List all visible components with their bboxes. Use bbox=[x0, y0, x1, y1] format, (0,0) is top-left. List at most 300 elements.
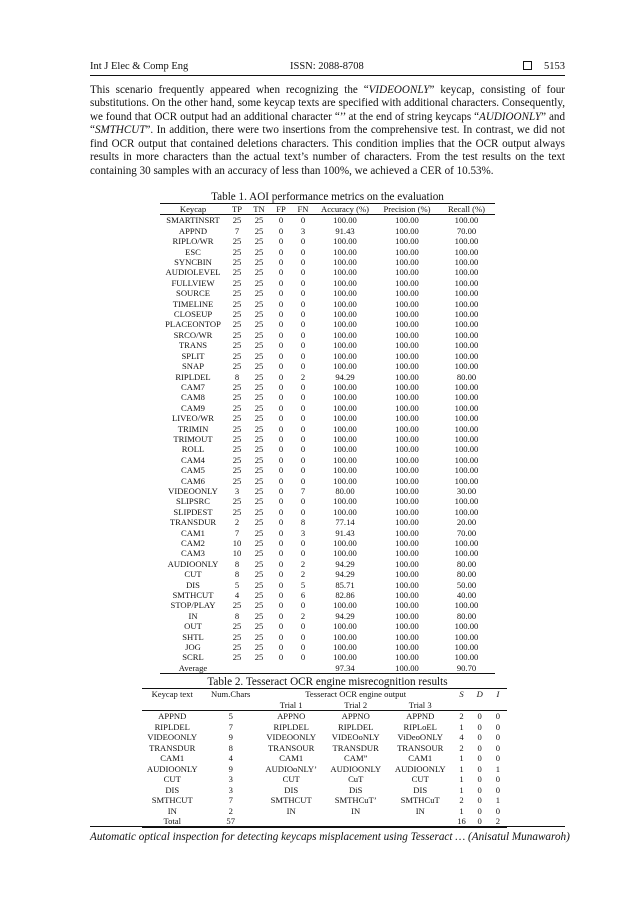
table1-cell: 25 bbox=[254, 413, 264, 424]
table1-cell: 100.00 bbox=[395, 558, 419, 569]
table2-cell: 0 bbox=[477, 795, 482, 805]
table1-row bbox=[160, 361, 495, 371]
table1-cell: 4 bbox=[234, 590, 240, 601]
table1-cell: 25 bbox=[254, 340, 264, 351]
table1-cell: 0 bbox=[300, 350, 306, 361]
table2-cell: RIPLoEL bbox=[403, 721, 437, 732]
table1-cell: 25 bbox=[254, 600, 264, 611]
table1-cell: 100.00 bbox=[395, 454, 419, 465]
table1-cell: 100.00 bbox=[395, 496, 419, 507]
table1-cell: 25 bbox=[232, 381, 242, 392]
table1-cell: 0 bbox=[300, 257, 306, 268]
paragraph-text-3: ” and “ bbox=[90, 110, 566, 137]
table1-cell: SCRL bbox=[182, 652, 204, 663]
table2-cell: APPNO bbox=[341, 711, 370, 721]
table1-cell: 100.00 bbox=[395, 392, 419, 403]
table1-cell: 25 bbox=[232, 652, 242, 663]
table1-cell: 0 bbox=[300, 361, 306, 372]
table1-cell: 100.00 bbox=[395, 423, 419, 434]
table2-header-d: D bbox=[471, 689, 489, 700]
table1-header-cell: FN bbox=[292, 204, 314, 215]
table1-cell: 3 bbox=[300, 527, 306, 538]
table1-header-cell: TN bbox=[248, 204, 270, 215]
table2-cell: 8 bbox=[228, 742, 233, 753]
table1-cell: 0 bbox=[278, 485, 284, 496]
table2-cell: 0 bbox=[495, 742, 501, 753]
table2-row bbox=[142, 753, 507, 764]
table1-cell: 80.00 bbox=[456, 558, 477, 569]
table2-cell: IN bbox=[286, 805, 296, 816]
body-paragraph bbox=[90, 84, 565, 178]
table2-cell: 1 bbox=[495, 795, 501, 805]
table1-cell: 100.00 bbox=[333, 277, 357, 288]
table1-cell: 25 bbox=[232, 423, 242, 434]
table1-cell: 100.00 bbox=[395, 527, 419, 538]
table1-cell: 100.00 bbox=[333, 631, 357, 642]
table1-row bbox=[160, 476, 495, 486]
table1-cell: 8 bbox=[234, 610, 240, 621]
table2-cell: TRANSDUR bbox=[149, 742, 196, 753]
table1-cell: 100.00 bbox=[395, 361, 419, 372]
table1-row bbox=[160, 392, 495, 402]
table1-cell: 25 bbox=[254, 610, 264, 621]
table1-cell: 100.00 bbox=[333, 465, 357, 476]
table2-cell: 0 bbox=[477, 742, 482, 753]
table1-header-cell: Keycap bbox=[160, 204, 226, 215]
table1-header-row bbox=[160, 204, 495, 215]
table1-cell: LIVEO/WR bbox=[171, 413, 214, 424]
table1-cell: APPND bbox=[178, 225, 208, 236]
table1-row bbox=[160, 424, 495, 434]
table1-cell: 100.00 bbox=[454, 277, 479, 288]
table1-cell: 25 bbox=[232, 277, 242, 288]
table1-row bbox=[160, 642, 495, 652]
table1-cell: 0 bbox=[300, 642, 306, 653]
table1-cell: 0 bbox=[300, 423, 306, 434]
keycap-smthcut: SMTHCUT bbox=[94, 124, 146, 137]
table1-row bbox=[160, 278, 495, 288]
table1-cell: 100.00 bbox=[395, 548, 419, 559]
table1-row bbox=[160, 330, 495, 340]
table1-header-cell: Accuracy (%) bbox=[314, 204, 376, 215]
table1-cell: 8 bbox=[300, 517, 306, 528]
table1-cell: 77.14 bbox=[335, 517, 355, 528]
table1-cell: 100.00 bbox=[454, 350, 479, 361]
table1-cell: 100.00 bbox=[333, 475, 357, 486]
table1-cell: 0 bbox=[278, 361, 284, 372]
table1-cell: 100.00 bbox=[333, 257, 357, 268]
table2-cell: 0 bbox=[477, 805, 482, 816]
table1-cell: 0 bbox=[278, 433, 284, 444]
table2-header-trial3: Trial 3 bbox=[388, 700, 453, 711]
table1-cell: 100.00 bbox=[395, 413, 419, 424]
table1-cell bbox=[270, 663, 292, 674]
table1-cell: 25 bbox=[232, 402, 242, 413]
table1-cell: 100.00 bbox=[395, 600, 419, 611]
table1-cell: 0 bbox=[278, 496, 284, 507]
table1-cell: 7 bbox=[234, 225, 240, 236]
table2-cell: 4 bbox=[228, 753, 233, 763]
table1-cell: 100.00 bbox=[454, 652, 479, 663]
table2-body bbox=[142, 711, 507, 828]
table1-cell: 100.00 bbox=[454, 236, 479, 247]
table1-cell: 100.00 bbox=[395, 475, 419, 486]
table1-cell: 25 bbox=[232, 392, 242, 403]
table1-cell: ESC bbox=[185, 246, 201, 257]
table1-cell: 0 bbox=[278, 309, 284, 320]
table1-cell: 100.00 bbox=[395, 538, 419, 548]
table2-cell: 0 bbox=[495, 784, 501, 795]
table1-cell: 25 bbox=[254, 579, 264, 590]
table1-cell: 0 bbox=[278, 642, 284, 653]
table1-cell: 0 bbox=[300, 340, 306, 351]
table1-cell: 25 bbox=[254, 621, 264, 632]
table1-cell: 0 bbox=[278, 579, 284, 590]
table1-cell: 100.00 bbox=[395, 631, 419, 642]
table1-cell: 100.00 bbox=[333, 454, 357, 465]
table1-row bbox=[160, 528, 495, 538]
table2-cell: AUDIOONLY bbox=[146, 763, 198, 774]
table1-cell: SRCO/WR bbox=[173, 329, 213, 340]
table1-cell: 90.70 bbox=[438, 663, 495, 674]
table2-cell: 1 bbox=[459, 784, 464, 795]
table1-row bbox=[160, 455, 495, 465]
table1-cell: 91.43 bbox=[335, 527, 355, 538]
table1-row bbox=[160, 403, 495, 413]
table1-cell: 0 bbox=[300, 392, 306, 403]
table1-cell: 0 bbox=[278, 392, 284, 403]
table1-cell: CAM7 bbox=[181, 381, 205, 392]
table1-cell: 100.00 bbox=[454, 423, 479, 434]
table2-cell: CUT bbox=[411, 774, 429, 784]
table1-cell: 8 bbox=[234, 371, 240, 382]
table1-cell: 7 bbox=[234, 527, 240, 538]
table1-cell: 0 bbox=[300, 600, 306, 611]
table1-header-cell: Precision (%) bbox=[376, 204, 438, 215]
table1-row bbox=[160, 621, 495, 631]
table1-cell: 0 bbox=[278, 569, 284, 580]
table1-cell: 25 bbox=[254, 257, 264, 268]
table1-cell: IN bbox=[188, 610, 198, 621]
table1-cell: 25 bbox=[254, 485, 264, 496]
table1-cell: 25 bbox=[254, 236, 264, 247]
table1-cell: 25 bbox=[254, 277, 264, 288]
table2-cell: 5 bbox=[228, 711, 233, 721]
table1-cell: 25 bbox=[232, 506, 242, 517]
table1-cell: CUT bbox=[184, 569, 202, 580]
table2-cell: CUT bbox=[163, 774, 181, 784]
table1-cell: 100.00 bbox=[454, 538, 479, 548]
table1-cell: FULLVIEW bbox=[171, 277, 215, 288]
keycap-audioonly: AUDIOONLY bbox=[479, 110, 542, 123]
table1-cell: 25 bbox=[254, 215, 264, 226]
table1-cell bbox=[226, 663, 248, 674]
table2-header-chars: Num.Chars bbox=[202, 689, 258, 700]
table1-cell: STOP/PLAY bbox=[170, 600, 216, 611]
checkbox-square-icon bbox=[523, 61, 532, 70]
table2-cell: 1 bbox=[459, 721, 464, 732]
table2-cell: SMTHCUT bbox=[151, 795, 193, 805]
table2-cell: 9 bbox=[228, 763, 233, 774]
table1-cell: SYNCBIN bbox=[174, 257, 212, 268]
table1-cell: 25 bbox=[254, 381, 264, 392]
table2-cell: SMTHCUT bbox=[270, 795, 312, 805]
issn: ISSN: 2088-8708 bbox=[290, 61, 364, 72]
table1-cell: 25 bbox=[232, 319, 242, 330]
table2-cell: CAM1 bbox=[279, 753, 304, 763]
table1-cell: 25 bbox=[254, 652, 264, 663]
table1-cell: 0 bbox=[278, 267, 284, 278]
table2-cell: DiS bbox=[349, 784, 363, 795]
table1-cell: 100.00 bbox=[395, 621, 419, 632]
table1-cell: 25 bbox=[232, 465, 242, 476]
table1-cell: 0 bbox=[300, 402, 306, 413]
table1-cell: 100.00 bbox=[454, 215, 479, 226]
table1-cell: 100.00 bbox=[454, 506, 479, 517]
table2-cell: 2 bbox=[459, 711, 464, 721]
table1-cell: 25 bbox=[232, 413, 242, 424]
table1-cell: 0 bbox=[300, 215, 306, 226]
table1-cell: 0 bbox=[300, 444, 306, 455]
table1-cell: 100.00 bbox=[395, 402, 419, 413]
table1-cell: 25 bbox=[232, 642, 242, 653]
table2-row bbox=[142, 785, 507, 796]
table2-cell: TRANSOUR bbox=[397, 742, 444, 753]
table1-cell: 25 bbox=[254, 309, 264, 320]
table1-cell: 40.00 bbox=[456, 590, 477, 601]
table2-cell: DIS bbox=[165, 784, 180, 795]
table2-header-trial1: Trial 1 bbox=[259, 700, 324, 711]
page-number: 5153 bbox=[544, 61, 565, 72]
table1-cell: 25 bbox=[254, 433, 264, 444]
table1-cell: 0 bbox=[278, 423, 284, 434]
table1-cell: 0 bbox=[300, 246, 306, 257]
table1-cell: 2 bbox=[300, 371, 306, 382]
table1-cell: 0 bbox=[300, 652, 306, 663]
table1-cell: 0 bbox=[278, 548, 284, 559]
table1-cell: AUDIOLEVEL bbox=[165, 267, 221, 278]
table2-cell: 1 bbox=[459, 774, 464, 784]
table2-cell: 57 bbox=[202, 816, 258, 827]
table2-cell: 0 bbox=[477, 711, 482, 721]
table1-cell: TIMELINE bbox=[172, 298, 214, 309]
table1-cell: 0 bbox=[278, 621, 284, 632]
table1-cell: 80.00 bbox=[456, 371, 477, 382]
table1-body bbox=[160, 215, 495, 674]
table1-row bbox=[160, 372, 495, 382]
table1-cell: 100.00 bbox=[395, 569, 419, 580]
table1-cell: 100.00 bbox=[454, 267, 479, 278]
table1-cell: 0 bbox=[278, 600, 284, 611]
table2-header-empty bbox=[202, 700, 258, 711]
table1-cell: 25 bbox=[254, 319, 264, 330]
table2-cell: RIPLDEL bbox=[273, 721, 309, 732]
table1-cell: 0 bbox=[300, 433, 306, 444]
table1-cell: 100.00 bbox=[395, 225, 419, 236]
table1-cell: 0 bbox=[300, 413, 306, 424]
table1-cell: ROLL bbox=[181, 444, 205, 455]
table1-cell: 50.00 bbox=[456, 579, 477, 590]
table2-cell: CAM1 bbox=[408, 753, 433, 763]
table1-cell: 25 bbox=[232, 298, 242, 309]
table1-cell: SMARTINSRT bbox=[166, 215, 220, 226]
table1-row bbox=[160, 434, 495, 444]
table1-cell: SNAP bbox=[182, 361, 204, 372]
table1-cell: 100.00 bbox=[454, 246, 479, 257]
table1-cell: 0 bbox=[300, 298, 306, 309]
table2-cell: ViDeoONLY bbox=[397, 732, 443, 742]
table1-cell: 0 bbox=[278, 381, 284, 392]
table2-header-keycap: Keycap text bbox=[142, 689, 202, 700]
table1-cell: 0 bbox=[278, 454, 284, 465]
table1-cell: TRIMOUT bbox=[173, 433, 213, 444]
table1-cell: CAM5 bbox=[181, 465, 205, 476]
table1-cell: 100.00 bbox=[333, 506, 357, 517]
table1-row bbox=[160, 309, 495, 319]
table1-cell: 25 bbox=[254, 496, 264, 507]
table2-cell: 0 bbox=[471, 816, 489, 827]
table1-cell: 25 bbox=[232, 444, 242, 455]
table2-cell: 4 bbox=[459, 732, 464, 742]
table1-cell: 30.00 bbox=[456, 485, 477, 496]
table1-cell: JOG bbox=[185, 642, 201, 653]
table2-cell: 3 bbox=[228, 774, 233, 784]
table1-cell: 2 bbox=[300, 569, 306, 580]
table1-cell: 91.43 bbox=[335, 225, 355, 236]
table1-header-cell: FP bbox=[270, 204, 292, 215]
table1-cell: 100.00 bbox=[333, 548, 357, 559]
table1-cell: 25 bbox=[254, 371, 264, 382]
running-footer: Automatic optical inspection for detecting keycaps misplacement using Tesseract … (Anisatul Munawaroh) bbox=[90, 826, 565, 843]
table1-cell: 100.00 bbox=[395, 465, 419, 476]
table1-row bbox=[160, 299, 495, 309]
table2-cell: 0 bbox=[495, 805, 501, 816]
table1-cell: 25 bbox=[232, 600, 242, 611]
table1-cell: 25 bbox=[254, 517, 264, 528]
table1-cell: 0 bbox=[278, 444, 284, 455]
table1-cell: 100.00 bbox=[395, 433, 419, 444]
table1-cell: 0 bbox=[300, 475, 306, 486]
table1-cell: 100.00 bbox=[333, 621, 357, 632]
table1-cell: 0 bbox=[278, 371, 284, 382]
table1-cell: 100.00 bbox=[395, 257, 419, 268]
table1-cell: 0 bbox=[300, 621, 306, 632]
table1-cell: 100.00 bbox=[454, 381, 479, 392]
table2-cell: AUDIOoNLY’ bbox=[265, 763, 318, 774]
table2-cell: SMTHCuT bbox=[400, 795, 440, 805]
table1-cell: 25 bbox=[232, 433, 242, 444]
table1-cell: 0 bbox=[278, 538, 284, 548]
table1-cell: 25 bbox=[232, 621, 242, 632]
table2-cell: Total bbox=[142, 816, 202, 827]
table1-cell: 100.00 bbox=[395, 371, 419, 382]
keycap-videoonly: VIDEOONLY bbox=[368, 84, 430, 96]
table1-cell: TRANSDUR bbox=[169, 517, 217, 528]
table1-cell: 100.00 bbox=[395, 350, 419, 361]
table1-cell: 25 bbox=[254, 631, 264, 642]
table1-cell: TRANS bbox=[178, 340, 208, 351]
table1-cell: 25 bbox=[254, 475, 264, 486]
table1-cell: 25 bbox=[254, 267, 264, 278]
table1-cell: 25 bbox=[254, 569, 264, 580]
table2-row bbox=[142, 764, 507, 775]
ocr-misrecognition-table bbox=[142, 688, 507, 828]
table1-row bbox=[160, 413, 495, 423]
table1-cell: 25 bbox=[254, 465, 264, 476]
table1-cell: 100.00 bbox=[395, 298, 419, 309]
table1-cell: 0 bbox=[278, 277, 284, 288]
table1-cell: 25 bbox=[254, 402, 264, 413]
table2-cell: DIS bbox=[284, 784, 299, 795]
table1-cell: 100.00 bbox=[376, 663, 438, 674]
table2-cell: RIPLDEL bbox=[338, 721, 374, 732]
table2-row bbox=[142, 774, 507, 785]
table2-cell: 1 bbox=[459, 805, 464, 816]
table1-cell: 0 bbox=[278, 558, 284, 569]
table1-cell: 100.00 bbox=[333, 340, 357, 351]
table1-cell: 100.00 bbox=[333, 361, 357, 372]
table1-row bbox=[160, 236, 495, 246]
table1-cell: 80.00 bbox=[456, 610, 477, 621]
table2-header-output: Tesseract OCR engine output bbox=[259, 689, 453, 700]
table1-cell: 100.00 bbox=[454, 454, 479, 465]
table1-cell: 25 bbox=[254, 350, 264, 361]
table1-cell: 100.00 bbox=[333, 381, 357, 392]
table2-cell: 2 bbox=[489, 816, 507, 827]
table1-cell: 5 bbox=[234, 579, 240, 590]
table1-cell: 100.00 bbox=[333, 329, 357, 340]
table2-header-i: I bbox=[489, 689, 507, 700]
table1-cell: 25 bbox=[254, 642, 264, 653]
table1-cell: 100.00 bbox=[454, 465, 479, 476]
table1-cell: 0 bbox=[278, 288, 284, 299]
table1-cell: 0 bbox=[300, 631, 306, 642]
table1-cell: SPLIT bbox=[181, 350, 205, 361]
table1-cell: 100.00 bbox=[454, 298, 479, 309]
page-number-group bbox=[523, 61, 565, 73]
table1-cell: 25 bbox=[254, 225, 264, 236]
table1-cell: 100.00 bbox=[395, 517, 419, 528]
table1-cell: 25 bbox=[254, 329, 264, 340]
table1-cell: 0 bbox=[300, 267, 306, 278]
table2-cell: CUT bbox=[282, 774, 300, 784]
table1-cell: 25 bbox=[254, 246, 264, 257]
table1-row bbox=[160, 267, 495, 277]
table1-cell: OUT bbox=[184, 621, 202, 632]
table2-header-row-1 bbox=[142, 689, 507, 700]
table2-header-empty bbox=[142, 700, 202, 711]
table2-cell: IN bbox=[167, 805, 177, 816]
table1-cell: 100.00 bbox=[333, 392, 357, 403]
table1-cell: 5 bbox=[300, 579, 306, 590]
table1-cell: 25 bbox=[232, 288, 242, 299]
table1-row bbox=[160, 569, 495, 579]
table2-cell: VIDEOONLY bbox=[147, 732, 198, 742]
table2-header-s: S bbox=[452, 689, 470, 700]
table2-cell: CAM1 bbox=[160, 753, 185, 763]
table1-cell: 8 bbox=[234, 569, 240, 580]
table1-cell: 0 bbox=[300, 465, 306, 476]
table2-row bbox=[142, 743, 507, 754]
table1-row bbox=[160, 486, 495, 496]
table1-cell: 7 bbox=[300, 485, 306, 496]
table1-cell: 100.00 bbox=[395, 236, 419, 247]
table1-cell: CAM8 bbox=[181, 392, 205, 403]
table1-cell: 100.00 bbox=[454, 642, 479, 653]
table1-cell: 100.00 bbox=[333, 246, 357, 257]
table1-row bbox=[160, 465, 495, 475]
table1-cell: Average bbox=[160, 663, 226, 674]
